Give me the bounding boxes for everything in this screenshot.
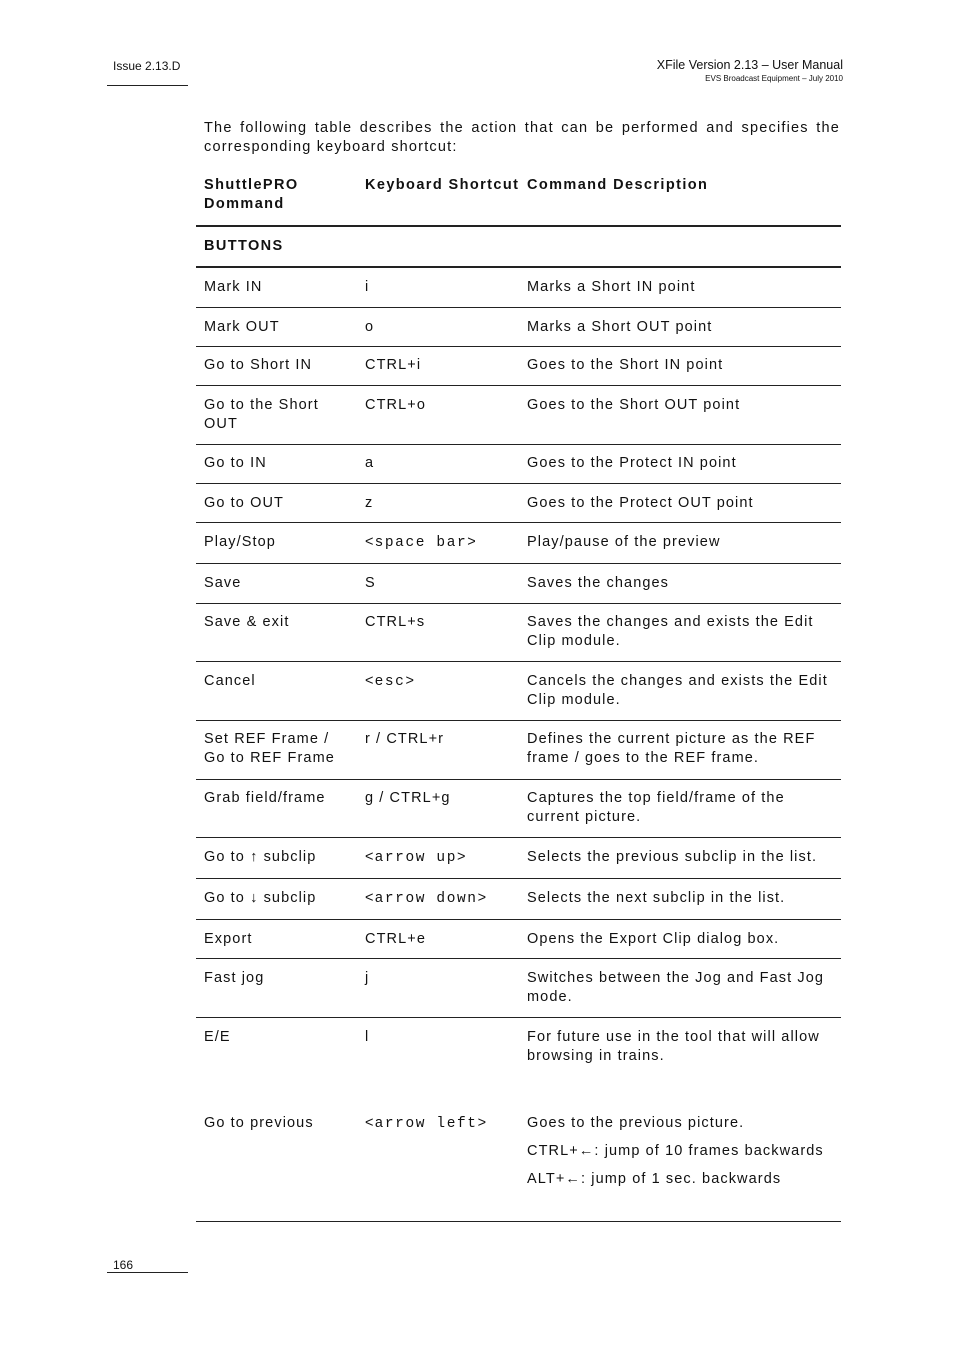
description-cell: Selects the previous subclip in the list. xyxy=(527,849,818,865)
table-row xyxy=(196,662,841,721)
command-cell: Go to ↓ subclip xyxy=(204,890,317,906)
shortcut-cell: CTRL+s xyxy=(365,614,426,630)
command-cell: Go to previous xyxy=(204,1115,314,1131)
table-row xyxy=(196,920,841,959)
description-cell: Goes to the Protect OUT point xyxy=(527,495,754,511)
command-cell: Save xyxy=(204,575,242,591)
description-cell: Goes to the Short OUT point xyxy=(527,397,741,413)
section-label: BUTTONS xyxy=(204,238,284,254)
table-row xyxy=(196,959,841,1018)
shortcut-cell: o xyxy=(365,319,375,335)
shortcut-cell: <esc> xyxy=(365,673,416,690)
description-line: CTRL+←: jump of 10 frames backwards xyxy=(527,1143,824,1159)
table-row xyxy=(196,268,841,308)
command-cell: Go to OUT xyxy=(204,495,284,511)
description-line: ALT+←: jump of 1 sec. backwards xyxy=(527,1171,782,1187)
description-line: Goes to the previous picture. xyxy=(527,1115,745,1131)
shortcut-cell: CTRL+e xyxy=(365,931,426,947)
shortcut-cell: S xyxy=(365,575,376,591)
shortcut-cell: z xyxy=(365,495,374,511)
command-cell: Play/Stop xyxy=(204,534,276,550)
shortcut-cell: g / CTRL+g xyxy=(365,790,451,806)
document-title: XFile Version 2.13 – User Manual xyxy=(656,58,843,72)
shortcut-cell: <arrow down> xyxy=(365,890,488,907)
document-header xyxy=(657,58,843,83)
header-rule xyxy=(107,85,188,86)
description-cell: Goes to the Protect IN point xyxy=(527,455,737,471)
command-cell: Export xyxy=(204,931,253,947)
shortcut-key: space bar xyxy=(374,535,468,551)
description-cell: Marks a Short OUT point xyxy=(527,319,713,335)
table-row xyxy=(196,604,841,662)
description-cell: Opens the Export Clip dialog box. xyxy=(527,931,780,947)
shortcut-table xyxy=(196,172,841,1222)
shortcut-key: arrow down xyxy=(374,891,478,907)
shortcut-cell: r / CTRL+r xyxy=(365,731,445,747)
shortcut-key: arrow up xyxy=(374,850,457,866)
table-row xyxy=(196,1105,841,1222)
description-cell: Defines the current picture as the REF frame / goes to the REF frame. xyxy=(527,731,816,766)
description-cell: Goes to the Short IN point xyxy=(527,357,724,373)
command-cell: Go to IN xyxy=(204,455,267,471)
command-cell: Save & exit xyxy=(204,614,290,630)
description-cell: Captures the top field/frame of the current picture. xyxy=(527,790,785,825)
command-cell: E/E xyxy=(204,1029,231,1045)
shortcut-cell: i xyxy=(365,279,370,295)
command-cell: Mark IN xyxy=(204,279,263,295)
command-cell: Go to the Short OUT xyxy=(204,397,319,432)
table-row xyxy=(196,386,841,445)
table-row xyxy=(196,445,841,484)
shortcut-cell: <arrow up> xyxy=(365,849,467,866)
description-cell xyxy=(527,1114,837,1189)
command-cell: Mark OUT xyxy=(204,319,280,335)
description-cell: Saves the changes xyxy=(527,575,670,591)
shortcut-key: arrow left xyxy=(374,1116,478,1132)
description-cell: Saves the changes and exists the Edit Clip module. xyxy=(527,614,814,649)
shortcut-cell: j xyxy=(365,970,370,986)
table-header-row xyxy=(196,172,841,227)
command-cell: Go to ↑ subclip xyxy=(204,849,317,865)
col-header-command: ShuttlePRO Dommand xyxy=(204,177,299,212)
col-header-shortcut: Keyboard Shortcut xyxy=(365,177,520,193)
section-row xyxy=(196,227,841,268)
command-cell: Go to Short IN xyxy=(204,357,313,373)
page-number: 166 xyxy=(113,1258,134,1272)
description-cell: For future use in the tool that will allow browsing in trains. xyxy=(527,1029,820,1064)
intro-paragraph: The following table describes the action that can be performed and specifies the corresponding keyboard shortcut: xyxy=(204,120,840,155)
description-cell: Selects the next subclip in the list. xyxy=(527,890,786,906)
command-cell: Cancel xyxy=(204,673,256,689)
table-row xyxy=(196,347,841,386)
shortcut-cell: l xyxy=(365,1029,370,1045)
shortcut-cell: a xyxy=(365,455,375,471)
document-subtitle: EVS Broadcast Equipment – July 2010 xyxy=(705,74,843,83)
table-row xyxy=(196,308,841,347)
command-cell: Fast jog xyxy=(204,970,265,986)
shortcut-cell: CTRL+i xyxy=(365,357,422,373)
description-cell: Play/pause of the preview xyxy=(527,534,721,550)
table-row xyxy=(196,484,841,523)
shortcut-key: esc xyxy=(374,674,406,690)
shortcut-cell: CTRL+o xyxy=(365,397,426,413)
shortcut-cell: <space bar> xyxy=(365,534,477,551)
description-cell: Marks a Short IN point xyxy=(527,279,696,295)
footer-rule xyxy=(107,1272,188,1273)
description-cell: Switches between the Jog and Fast Jog mode. xyxy=(527,970,825,1005)
table-row xyxy=(196,523,841,564)
col-header-description: Command Description xyxy=(527,177,709,193)
issue-label: Issue 2.13.D xyxy=(113,59,181,73)
table-row xyxy=(196,564,841,604)
command-cell: Grab field/frame xyxy=(204,790,326,806)
table-row xyxy=(196,1018,841,1105)
table-row xyxy=(196,879,841,920)
shortcut-cell: <arrow left> xyxy=(365,1115,488,1132)
description-cell: Cancels the changes and exists the Edit Clip module. xyxy=(527,673,828,708)
table-row xyxy=(196,838,841,879)
table-row xyxy=(196,721,841,780)
table-row xyxy=(196,780,841,838)
command-cell: Set REF Frame / Go to REF Frame xyxy=(204,731,335,766)
